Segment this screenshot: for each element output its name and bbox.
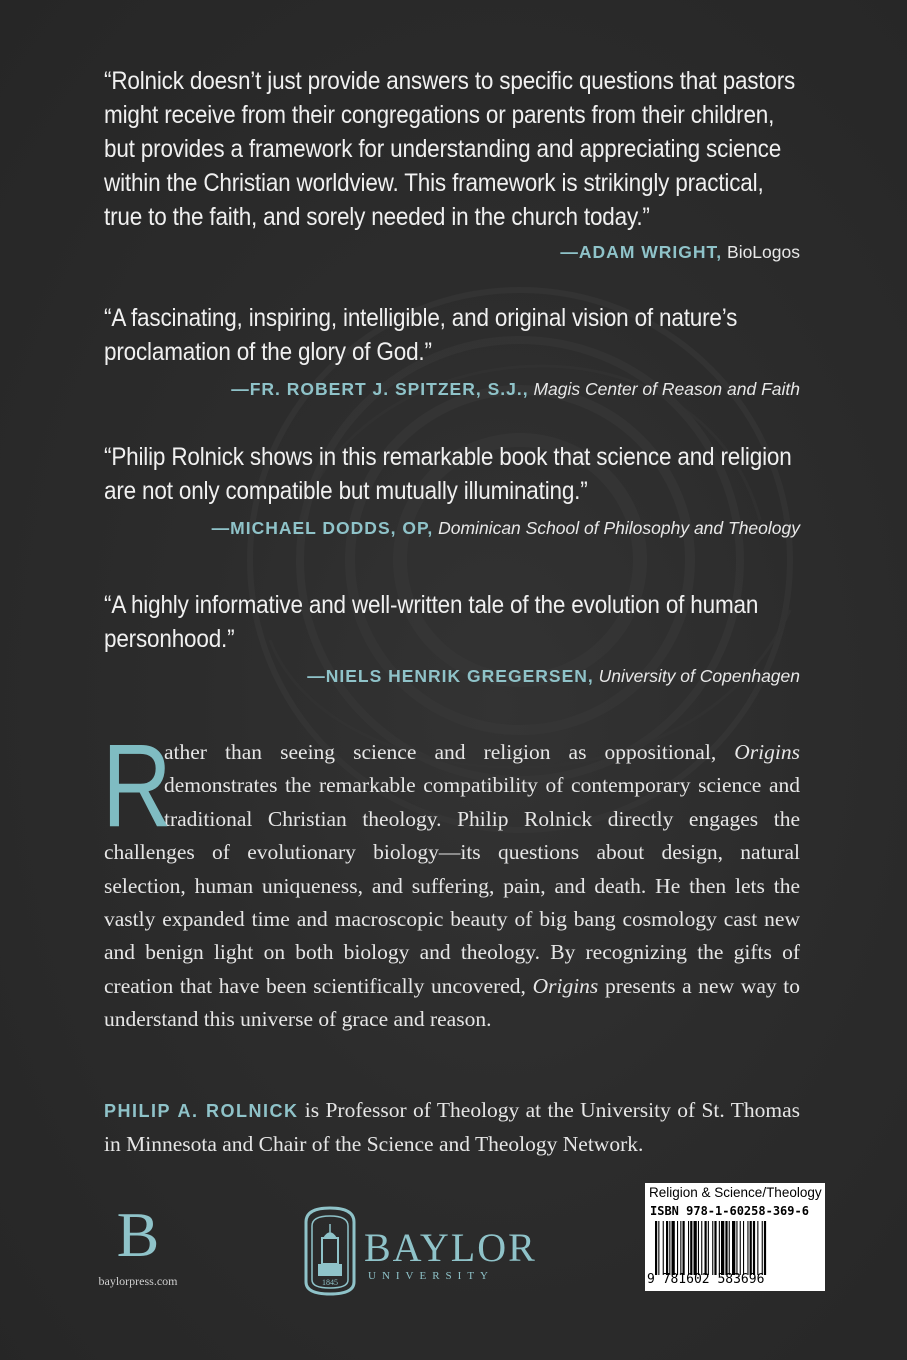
barcode-bar [694, 1221, 697, 1275]
barcode-bar [719, 1221, 720, 1275]
barcode-bar [712, 1221, 713, 1275]
barcode-bar [757, 1221, 758, 1275]
barcode-bar [708, 1221, 709, 1275]
quote-1-name: —ADAM WRIGHT, [560, 242, 723, 262]
baylor-seal-icon [302, 1204, 358, 1296]
barcode-bar [705, 1221, 707, 1275]
quote-4-name: —NIELS HENRIK GREGERSEN, [307, 666, 594, 686]
barcode-bar [747, 1221, 748, 1275]
quote-3-text: “Philip Rolnick shows in this remarkable book that science and religion are not only compatible but mutually illuminating.” [104, 443, 792, 505]
barcode-category: Religion & Science/Theology [649, 1185, 822, 1200]
barcode-bar [740, 1221, 741, 1275]
quote-2-name: —FR. ROBERT J. SPITZER, S.J., [231, 379, 529, 399]
barcode-bar [688, 1221, 689, 1275]
barcode-box [645, 1183, 825, 1291]
barcode-bar [690, 1221, 692, 1275]
baylor-university-logo [302, 1200, 542, 1300]
barcode-bar [669, 1221, 670, 1275]
quote-1-text: “Rolnick doesn’t just provide answers to specific questions that pastors might receive from their congregations or parents from their children, but provides a framework for understanding and appreciating science within the Christian worldview. This framework is strikingly practical, true to the faith, and sorely needed in the church today.” [104, 67, 796, 231]
barcode-bar [672, 1221, 675, 1275]
barcode-isbn: ISBN 978-1-60258-369-6 [650, 1204, 809, 1218]
quote-2-text: “A fascinating, inspiring, intelligible, and original vision of nature’s proclamation of the glory of God.” [104, 304, 738, 366]
barcode-bar [721, 1221, 724, 1275]
baylor-university-label: UNIVERSITY [368, 1270, 494, 1282]
baylor-press-url: baylorpress.com [98, 1274, 178, 1288]
barcode-bar [736, 1221, 737, 1275]
barcode-bar [750, 1221, 752, 1275]
description-title-2: Origins [532, 973, 599, 998]
barcode-bar [764, 1221, 766, 1275]
author-name: PHILIP A. ROLNICK [104, 1101, 299, 1121]
barcode-bar [725, 1221, 727, 1275]
book-description [102, 720, 800, 1037]
author-bio [104, 1094, 800, 1162]
description-part-2: demonstrates the remarkable compatibility of contemporary science and traditional Christian theology. Philip Rolnick directly engages the challenges of evolutionary biology—its questions about design, natural selection, human uniqueness, and suffering, pain, and death. He then lets the vastly expanded time and macroscopic beauty of big bang cosmology cast new and benign light on both biology and theology. By recognizing the gifts of creation that have been scientifically uncovered, [104, 773, 800, 998]
baylor-seal-year: 1845 [322, 1278, 338, 1287]
barcode-bar [655, 1221, 657, 1275]
barcode-bar [680, 1221, 681, 1275]
quote-4-attribution [307, 666, 800, 687]
baylor-press-letter: B [116, 1199, 160, 1270]
baylor-press-logo [98, 1200, 178, 1289]
barcode-bar [762, 1221, 763, 1275]
barcode-bar [677, 1221, 678, 1275]
quote-2-affiliation: Magis Center of Reason and Faith [533, 379, 800, 399]
barcode-number: 9 781602 583696 [647, 1272, 765, 1287]
drop-cap: R [102, 720, 172, 852]
barcode-bar [753, 1221, 755, 1275]
quote-3-attribution [212, 518, 800, 539]
barcode-bar [743, 1221, 744, 1275]
quote-3-name: —MICHAEL DODDS, OP, [211, 518, 434, 538]
author-bio-text: is Professor of Theology at the University of St. Thomas in Minnesota and Chair of the Science and Theology Network. [104, 1098, 800, 1157]
barcode-bar [698, 1221, 699, 1275]
quote-2-attribution [231, 379, 800, 400]
quote-1-affiliation: BioLogos [727, 242, 800, 262]
quote-1-attribution [560, 242, 800, 263]
baylor-wordmark: BAYLOR [364, 1225, 537, 1270]
quote-3-affiliation: Dominican School of Philosophy and Theology [438, 518, 800, 538]
quote-4-affiliation: University of Copenhagen [598, 666, 800, 686]
description-part-3: presents a new way to understand this universe of grace and reason. [104, 973, 800, 1032]
quote-4-text: “A highly informative and well-written tale of the evolution of human personhood.” [104, 591, 759, 653]
barcode-bar [663, 1221, 664, 1275]
barcode-bars [655, 1221, 821, 1275]
barcode-bar [683, 1221, 685, 1275]
barcode-bar [729, 1221, 730, 1275]
description-part-1: ather than seeing science and religion as oppositional, [164, 740, 735, 764]
barcode-bar [701, 1221, 702, 1275]
barcode-bar [666, 1221, 668, 1275]
description-title-1: Origins [734, 740, 800, 764]
barcode-bar [714, 1221, 716, 1275]
barcode-bar [658, 1221, 659, 1275]
barcode-bar [732, 1221, 735, 1275]
